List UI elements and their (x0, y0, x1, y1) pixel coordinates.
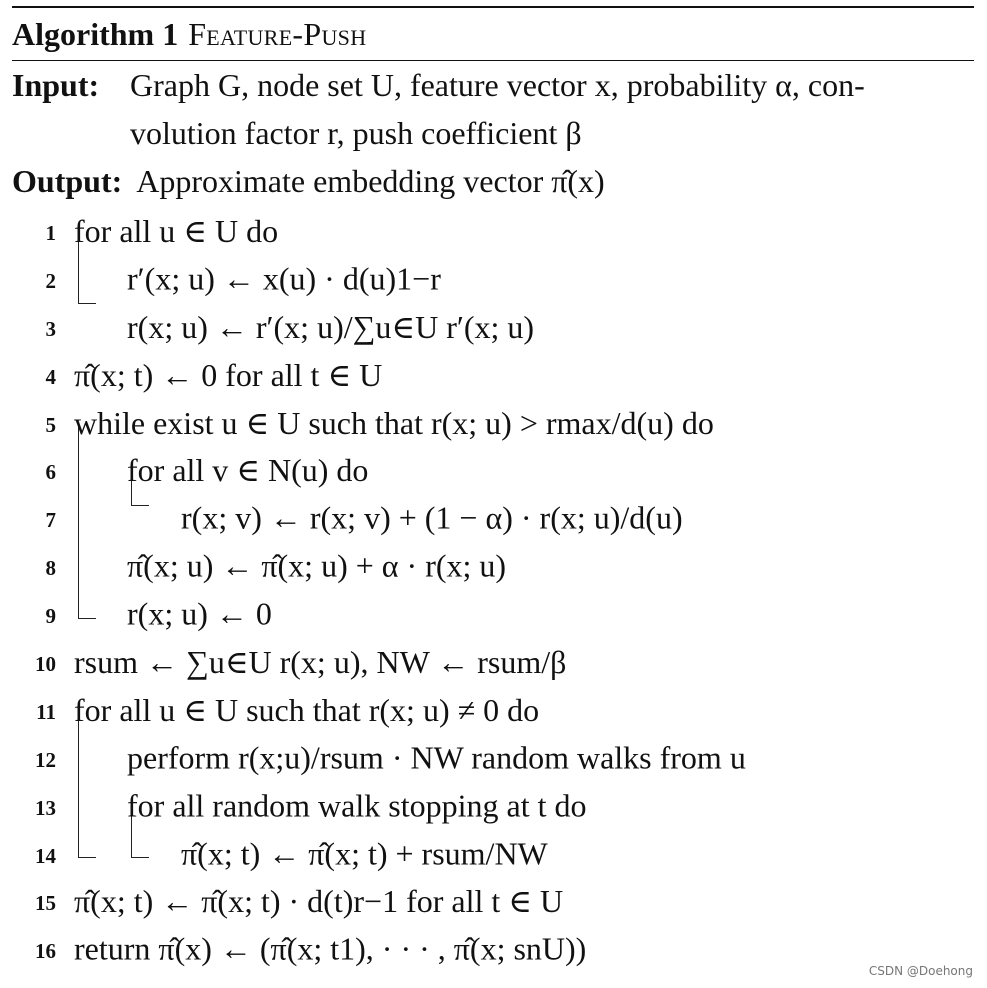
line-number: 13 (35, 795, 56, 820)
algorithm-lines (12, 207, 974, 973)
line-code: perform r(x;u)/rsum · NW random walks from u (127, 739, 746, 776)
line-code: return π̂(x) ← (π̂(x; t1), · · · , π̂(x; snU)) (74, 930, 587, 967)
algorithm-line (12, 399, 974, 447)
line-number: 5 (45, 412, 56, 437)
output-text: Approximate embedding vector π̂(x) (136, 163, 605, 199)
algorithm-line (12, 303, 974, 351)
line-number: 7 (45, 508, 56, 533)
line-number: 11 (36, 699, 56, 724)
line-code: for all u ∈ U do (74, 212, 279, 249)
watermark: CSDN @Doehong (868, 964, 973, 978)
input-text (116, 61, 865, 157)
input-row (12, 61, 974, 157)
line-number: 14 (35, 843, 56, 868)
line-code: r(x; u) ← r′(x; u)/∑u∈U r′(x; u) (127, 308, 535, 345)
algorithm-line (12, 446, 974, 494)
line-number: 6 (45, 460, 56, 485)
line-code: r(x; u) ← 0 (127, 595, 272, 632)
line-code: π̂(x; t) ← π̂(x; t) + rsum/NW (181, 835, 548, 872)
line-number: 9 (45, 604, 56, 629)
line-code: while exist u ∈ U such that r(x; u) > rmax/d(u) do (74, 404, 714, 441)
algorithm-line (12, 925, 974, 973)
algorithm-label: Algorithm 1 (12, 15, 179, 52)
io-section (12, 61, 974, 205)
algorithm-line (12, 207, 974, 255)
line-code: r′(x; u) ← x(u) · d(u)1−r (127, 260, 441, 297)
line-number: 3 (45, 316, 56, 341)
line-code: r(x; v) ← r(x; v) + (1 − α) · r(x; u)/d(u) (181, 499, 683, 536)
line-number: 12 (35, 747, 56, 772)
line-number: 2 (45, 268, 56, 293)
input-line-2: volution factor r, push coefficient β (130, 115, 582, 151)
output-row (12, 157, 974, 205)
algorithm-line (12, 638, 974, 686)
line-code: π̂(x; u) ← π̂(x; u) + α · r(x; u) (127, 547, 507, 584)
line-code: π̂(x; t) ← π̂(x; t) · d(t)r−1 for all t ∈ U (74, 883, 564, 920)
line-code: for all v ∈ N(u) do (127, 452, 369, 489)
line-number: 15 (35, 891, 56, 916)
line-number: 4 (45, 364, 56, 389)
algorithm-line (12, 782, 974, 830)
algorithm-line (12, 351, 974, 399)
line-number: 10 (35, 651, 56, 676)
line-code: rsum ← ∑u∈U r(x; u), NW ← rsum/β (74, 643, 567, 680)
algorithm-line (12, 830, 974, 878)
algorithm-line (12, 255, 974, 303)
algorithm-title (12, 8, 974, 60)
algorithm-block (12, 6, 974, 973)
algorithm-line (12, 877, 974, 925)
line-number: 16 (35, 939, 56, 964)
algorithm-line (12, 686, 974, 734)
algorithm-line (12, 734, 974, 782)
input-label: Input: (12, 67, 100, 103)
algorithm-line (12, 542, 974, 590)
algorithm-line (12, 590, 974, 638)
line-code: for all random walk stopping at t do (127, 787, 587, 824)
algorithm-line (12, 494, 974, 542)
line-number: 1 (45, 220, 56, 245)
line-number: 8 (45, 556, 56, 581)
input-line-1: Graph G, node set U, feature vector x, probability α, con- (130, 67, 865, 103)
line-code: for all u ∈ U such that r(x; u) ≠ 0 do (74, 691, 540, 728)
line-code: π̂(x; t) ← 0 for all t ∈ U (74, 356, 383, 393)
output-label: Output: (12, 163, 123, 199)
algorithm-name: Feature-Push (188, 15, 367, 52)
